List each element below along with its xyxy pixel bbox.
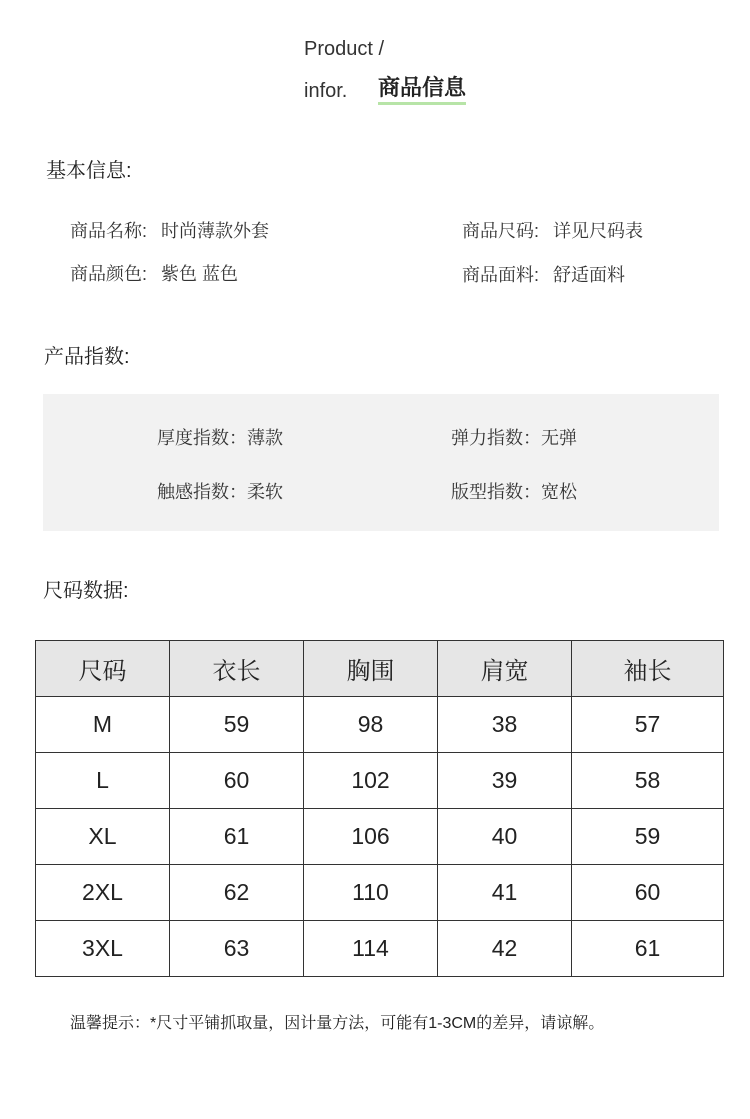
size-cell: 39 [438,753,572,809]
size-cell: XL [36,809,170,865]
size-cell: 57 [572,697,724,753]
size-cell: L [36,753,170,809]
size-note: 温馨提示：*尺寸平铺抓取量，因计量方法，可能有1-3CM的差异，请谅解。 [70,1015,605,1032]
index-elasticity: 弹力指数：无弹 [451,428,577,448]
basic-item-key: 商品名称: [70,221,148,241]
size-header-cell: 袖长 [572,641,724,697]
header-en-line2: infor. [304,80,348,102]
size-cell: 58 [572,753,724,809]
size-cell: 106 [304,809,438,865]
size-cell: 61 [170,809,304,865]
index-touch: 触感指数：柔软 [157,482,283,502]
header-cn-title: 商品信息 [378,75,466,105]
size-header-cell: 尺码 [36,641,170,697]
size-header-cell: 肩宽 [438,641,572,697]
size-cell: 61 [572,921,724,977]
size-cell: M [36,697,170,753]
table-row [36,921,724,977]
basic-item-color [70,260,238,286]
product-index-title: 产品指数: [44,346,130,368]
product-index-panel [43,394,719,531]
table-row [36,697,724,753]
index-thickness: 厚度指数：薄款 [157,428,283,448]
basic-item-key: 商品面料: [462,265,540,285]
size-cell: 2XL [36,865,170,921]
size-table [35,640,724,977]
size-cell: 98 [304,697,438,753]
size-cell: 63 [170,921,304,977]
size-header-cell: 胸围 [304,641,438,697]
size-cell: 102 [304,753,438,809]
table-row [36,809,724,865]
size-cell: 110 [304,865,438,921]
header-en-line1: Product / [304,38,385,60]
basic-item-size [462,217,643,243]
table-row [36,753,724,809]
basic-item-key: 商品尺码: [462,221,540,241]
size-data-title: 尺码数据: [43,580,129,602]
basic-item-name [70,217,269,243]
size-cell: 60 [170,753,304,809]
size-cell: 3XL [36,921,170,977]
size-cell: 41 [438,865,572,921]
table-row [36,865,724,921]
size-cell: 114 [304,921,438,977]
size-table-header-row [36,641,724,697]
size-cell: 42 [438,921,572,977]
basic-item-value: 时尚薄款外套 [161,221,270,241]
size-cell: 62 [170,865,304,921]
index-fit: 版型指数：宽松 [451,482,577,502]
size-cell: 60 [572,865,724,921]
size-header-cell: 衣长 [170,641,304,697]
size-cell: 59 [572,809,724,865]
basic-item-key: 商品颜色: [70,264,148,284]
basic-item-value: 详见尺码表 [553,221,644,241]
size-cell: 40 [438,809,572,865]
basic-info-title: 基本信息: [46,160,132,182]
basic-item-value: 舒适面料 [553,265,626,285]
basic-item-value: 紫色 蓝色 [161,264,239,284]
basic-item-fabric [462,261,625,287]
size-cell: 38 [438,697,572,753]
size-cell: 59 [170,697,304,753]
